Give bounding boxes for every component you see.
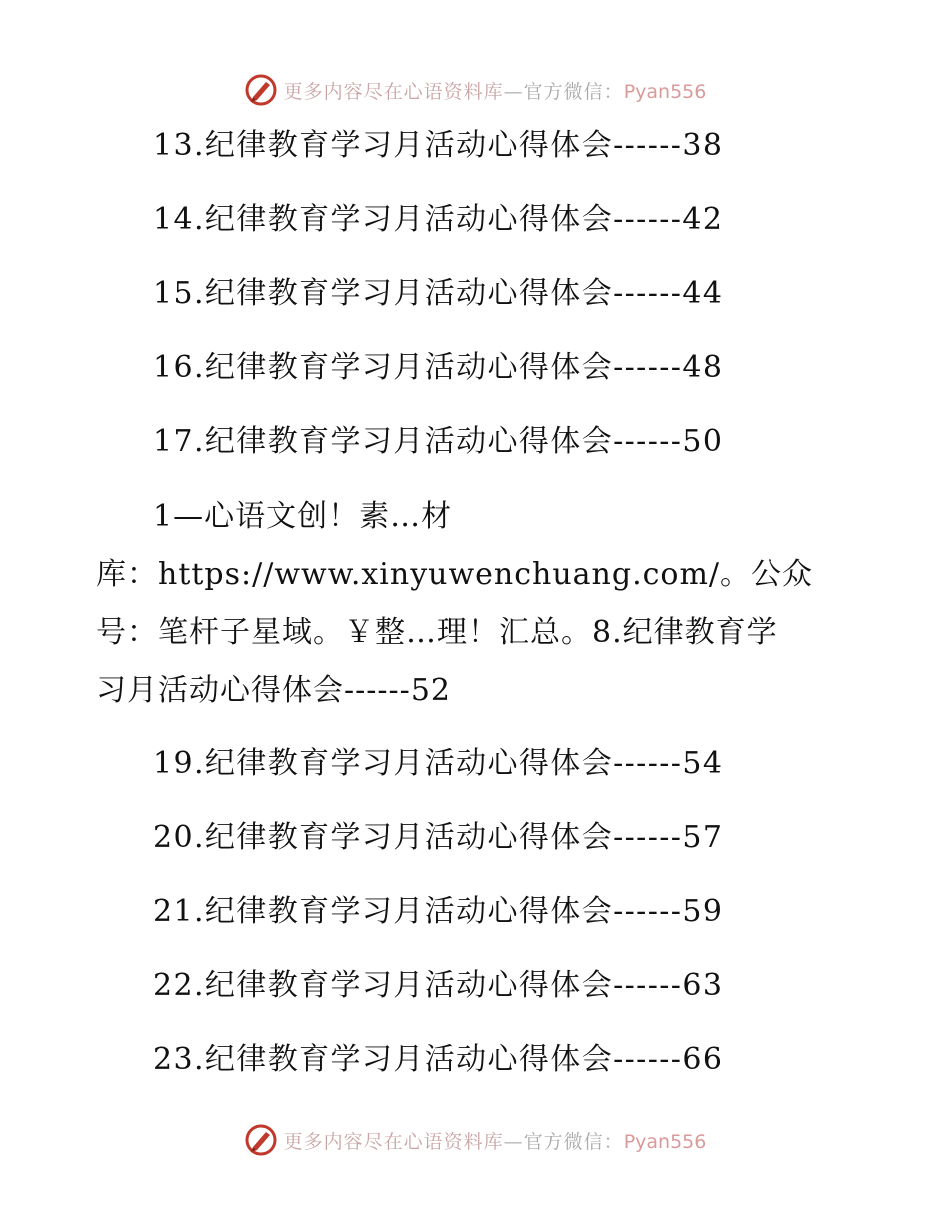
toc-item-13: 13.纪律教育学习月活动心得体会------38 (153, 128, 724, 163)
toc-item-23: 23.纪律教育学习月活动心得体会------66 (153, 1042, 724, 1077)
header-watermark (0, 70, 950, 110)
promo-line-4: 习月活动心得体会------52 (96, 673, 451, 708)
watermark-brand: 更多内容尽在心语资料库 (283, 1130, 504, 1153)
toc-item-21: 21.纪律教育学习月活动心得体会------59 (153, 894, 724, 929)
watermark-wechat-id: Pyan556 (623, 1130, 707, 1153)
toc-item-16: 16.纪律教育学习月活动心得体会------48 (153, 350, 724, 385)
footer-watermark (0, 1120, 950, 1160)
watermark-text (284, 77, 707, 104)
toc-item-22: 22.纪律教育学习月活动心得体会------63 (153, 968, 724, 1003)
watermark-separator: — (503, 80, 524, 103)
promo-paragraph (96, 488, 856, 720)
watermark-wechat-id: Pyan556 (623, 80, 707, 103)
pen-logo-icon (244, 73, 278, 107)
watermark-label: 官方微信： (523, 1130, 624, 1153)
watermark-label: 官方微信： (523, 80, 624, 103)
toc-item-14: 14.纪律教育学习月活动心得体会------42 (153, 202, 724, 237)
toc-item-19: 19.纪律教育学习月活动心得体会------54 (153, 746, 724, 781)
watermark-text (284, 1127, 707, 1154)
pen-logo-icon (244, 1123, 278, 1157)
promo-line-1: 1—心语文创！素…材 (153, 499, 453, 534)
toc-item-20: 20.纪律教育学习月活动心得体会------57 (153, 820, 724, 855)
promo-line-2: 库：https://www.xinyuwenchuang.com/。公众 (96, 557, 814, 592)
promo-line-3: 号：笔杆子星域。￥整…理！汇总。8.纪律教育学 (96, 615, 778, 650)
watermark-separator: — (503, 1130, 524, 1153)
toc-item-15: 15.纪律教育学习月活动心得体会------44 (153, 276, 724, 311)
watermark-brand: 更多内容尽在心语资料库 (283, 80, 504, 103)
toc-item-17: 17.纪律教育学习月活动心得体会------50 (153, 424, 724, 459)
